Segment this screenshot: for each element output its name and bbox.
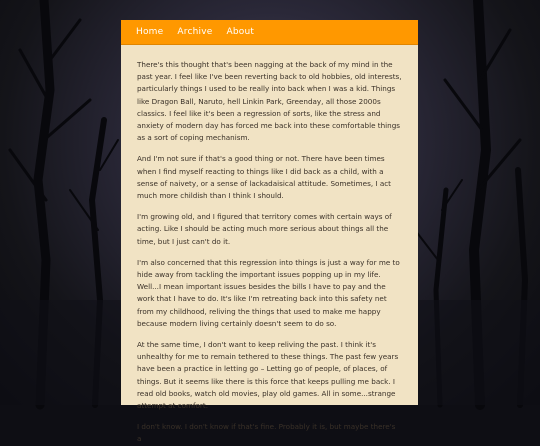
post-paragraph: I'm growing old, and I figured that territory comes with certain ways of acting. Like I should be acting much more serious about things all the time, but I just can't do it.	[137, 212, 392, 246]
post-paragraph: I don't know. I don't know if that's fine. Probably it is, but maybe there's a	[137, 422, 396, 444]
post-paragraph: At the same time, I don't want to keep reliving the past. I think it's unhealthy for me to remain tethered to these things. The past few years have been a practice in letting go – Letting go of people, of places, of things. But it seems like there is this force that keeps pulling me back. I read old books, watch old movies, play old games. All in some...strange attempt at comfort.	[137, 340, 399, 411]
post-paragraph: There's this thought that's been nagging at the back of my mind in the past year. I feel like I've been reverting back to old hobbies, old interests, particularly things I used to be really into back when I was a kid. Things like Dragon Ball, Naruto, hell Linkin Park, Greenday, all those 2000s classics. I feel like it's been a regression of sorts, like the stress and anxiety of modern day has forced me back into these comfortable things as a sort of coping mechanism.	[137, 60, 402, 143]
blog-post-container	[121, 20, 418, 444]
post-body	[121, 45, 418, 446]
post-paragraph: And I'm not sure if that's a good thing or not. There have been times when I find myself reacting to things like I did back as a child, with a sense of naivety, or a sense of lackadaisical attitude. Sometimes, I act much more childish than I think I should.	[137, 154, 391, 201]
nav-archive-link[interactable]: Archive	[177, 27, 213, 37]
post-paragraph: I'm also concerned that this regression into things is just a way for me to hide away from tackling the important issues popping up in my life. Well...I mean important issues besides the bills I have to pay and the work that I have to do. It's like I'm retreating back into this safety net from my childhood, reliving the things that used to make me happy because modern living certainly doesn't seem to do so.	[137, 257, 400, 328]
nav-about-link[interactable]: About	[226, 27, 255, 37]
nav-home-link[interactable]: Home	[136, 27, 164, 37]
top-navigation-bar	[121, 20, 418, 45]
